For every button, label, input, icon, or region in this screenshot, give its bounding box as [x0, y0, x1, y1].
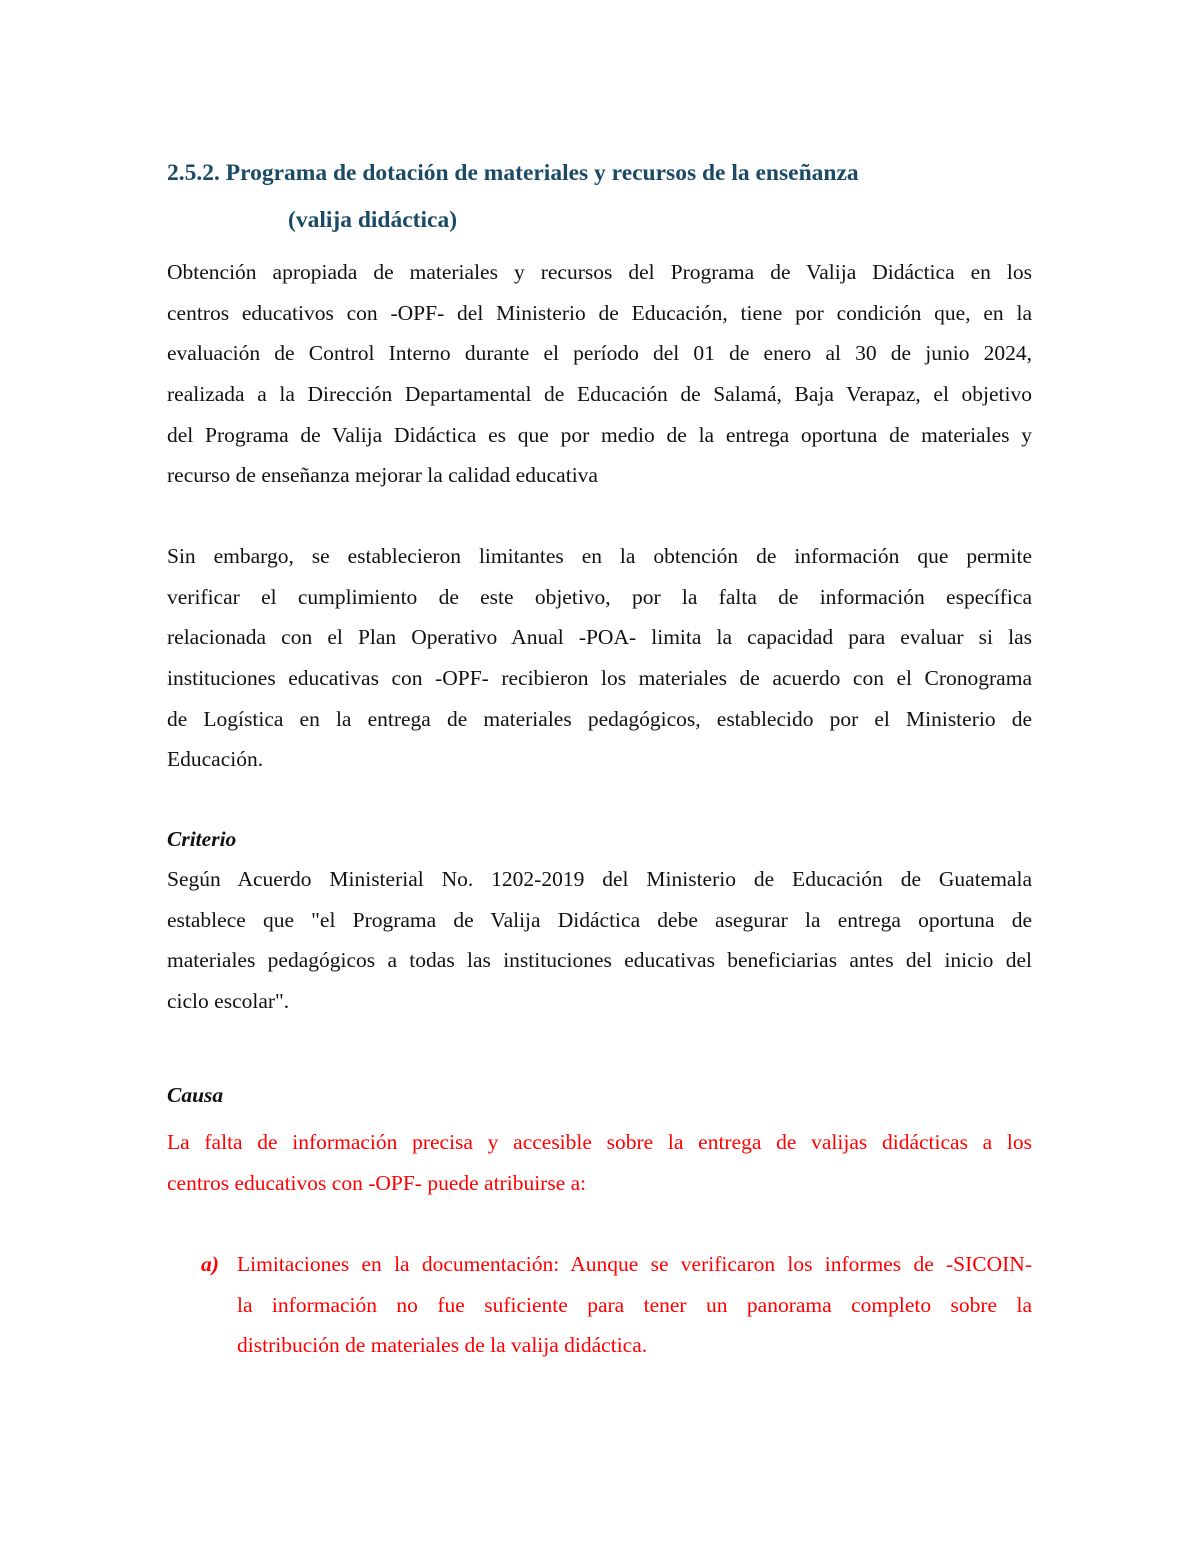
text-line: recurso de enseñanza mejorar la calidad educativa — [167, 463, 598, 488]
text-line: realizada a la Dirección Departamental de Educación de Salamá, Baja Verapaz, el objetivo — [167, 382, 1032, 407]
text-line: de Logística en la entrega de materiales pedagógicos, establecido por el Ministerio de — [167, 706, 1032, 731]
text-line: ciclo escolar". — [167, 989, 290, 1014]
causa-title: Causa — [167, 1083, 224, 1107]
text-line: Educación. — [167, 747, 264, 772]
text-line: del Programa de Valija Didáctica es que por medio de la entrega oportuna de materiales y — [167, 422, 1032, 447]
text-line: establece que "el Programa de Valija Didáctica debe asegurar la entrega oportuna de — [167, 907, 1032, 932]
criterio-title: Criterio — [167, 827, 237, 851]
text-line: centros educativos con -OPF- del Ministerio de Educación, tiene por condición que, en la — [167, 300, 1032, 325]
text-line: relacionada con el Plan Operativo Anual -POA- limita la capacidad para evaluar si las — [167, 625, 1032, 650]
criterio-section — [167, 819, 1032, 1022]
paragraph-condition — [167, 252, 1032, 496]
paragraph-limitations — [167, 536, 1032, 780]
heading-line-2: (valija didáctica) — [288, 207, 458, 233]
text-line: distribución de materiales de la valija didáctica. — [237, 1333, 648, 1358]
text-line: Limitaciones en la documentación: Aunque se verificaron los informes de -SICOIN- — [237, 1252, 1032, 1276]
text-line: La falta de información precisa y accesible sobre la entrega de valijas didácticas a los — [167, 1130, 1032, 1154]
text-line: la información no fue suficiente para tener un panorama completo sobre la — [237, 1292, 1032, 1317]
text-line: instituciones educativas con -OPF- recibieron los materiales de acuerdo con el Cronograma — [167, 666, 1032, 691]
text-line: evaluación de Control Interno durante el período del 01 de enero al 30 de junio 2024, — [167, 341, 1032, 366]
text-line: materiales pedagógicos a todas las instituciones educativas beneficiarias antes del inicio del — [167, 948, 1032, 973]
causa-section — [167, 1075, 1032, 1203]
text-line: Obtención apropiada de materiales y recursos del Programa de Valija Didáctica en los — [167, 260, 1032, 284]
heading-line-1: 2.5.2. Programa de dotación de materiales y recursos de la enseñanza — [167, 160, 859, 186]
text-line: centros educativos con -OPF- puede atribuirse a: — [167, 1170, 587, 1195]
section-heading — [167, 150, 1032, 244]
text-line: Según Acuerdo Ministerial No. 1202-2019 del Ministerio de Educación de Guatemala — [167, 867, 1032, 891]
list-marker: a) — [201, 1252, 219, 1276]
text-line: verificar el cumplimiento de este objetivo, por la falta de información específica — [167, 584, 1032, 609]
text-line: Sin embargo, se establecieron limitantes en la obtención de información que permite — [167, 544, 1032, 568]
